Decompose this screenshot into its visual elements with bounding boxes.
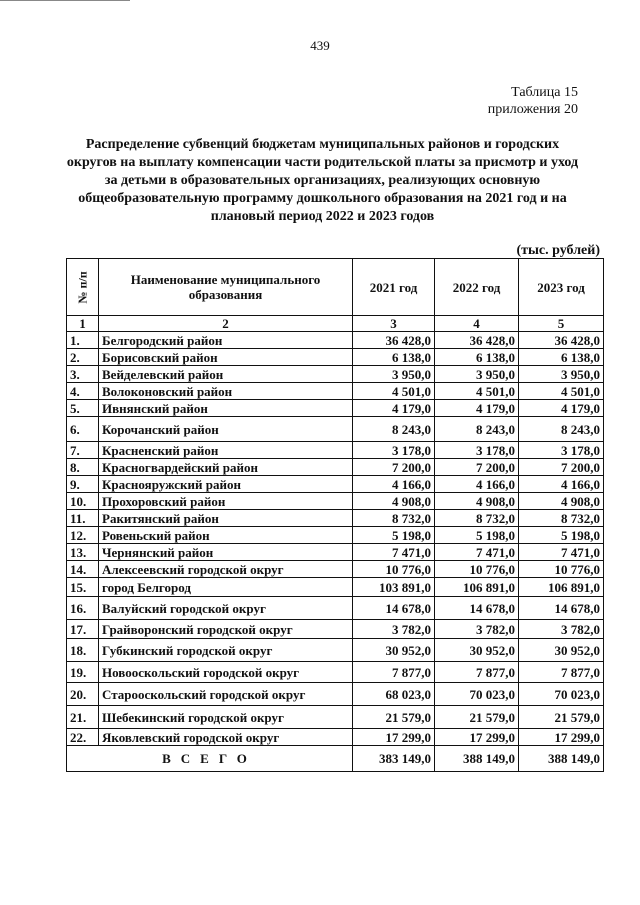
row-value-2022: 17 299,0 [435, 729, 519, 746]
row-number: 7. [67, 442, 99, 459]
row-number: 10. [67, 493, 99, 510]
row-name: Корочанский район [99, 417, 353, 442]
row-value-2022: 4 501,0 [435, 383, 519, 400]
row-value-2021: 4 166,0 [353, 476, 435, 493]
row-value-2023: 4 179,0 [519, 400, 604, 417]
header-2022: 2022 год [435, 259, 519, 316]
row-value-2021: 10 776,0 [353, 561, 435, 578]
row-value-2023: 106 891,0 [519, 578, 604, 597]
row-value-2022: 4 908,0 [435, 493, 519, 510]
table-reference [488, 84, 578, 118]
row-number: 1. [67, 332, 99, 349]
row-value-2023: 3 950,0 [519, 366, 604, 383]
row-value-2021: 3 782,0 [353, 620, 435, 639]
row-number: 14. [67, 561, 99, 578]
appendix-label: приложения 20 [487, 102, 578, 117]
row-number: 21. [67, 706, 99, 729]
row-name: Чернянский район [99, 544, 353, 561]
row-number: 13. [67, 544, 99, 561]
table-row [67, 706, 604, 729]
row-value-2022: 106 891,0 [435, 578, 519, 597]
row-value-2022: 7 877,0 [435, 662, 519, 683]
table-row [67, 493, 604, 510]
row-name: Яковлевский городской округ [99, 729, 353, 746]
total-label: ВСЕГО [67, 746, 353, 772]
row-value-2023: 5 198,0 [519, 527, 604, 544]
row-value-2023: 6 138,0 [519, 349, 604, 366]
top-rule [0, 0, 130, 1]
row-number: 4. [67, 383, 99, 400]
row-name: Волоконовский район [99, 383, 353, 400]
row-value-2022: 3 950,0 [435, 366, 519, 383]
row-value-2023: 70 023,0 [519, 683, 604, 706]
row-value-2021: 7 471,0 [353, 544, 435, 561]
index-cell: 4 [435, 316, 519, 332]
table-row [67, 510, 604, 527]
index-cell: 5 [519, 316, 604, 332]
table-row [67, 476, 604, 493]
header-num-label: № п/п [75, 271, 90, 304]
row-number: 22. [67, 729, 99, 746]
units-label: (тыс. рублей) [516, 243, 600, 258]
document-title: Распределение субвенций бюджетам муниципальных районов и городских округов на выплату компенсации части родительской платы за присмотр и уход за детьми в образовательных организациях, реализующих основную общеобразовательную программу дошкольного образования на 2021 год и на плановый период 2022 и 2023 годов [66, 137, 579, 224]
page-number: 439 [310, 38, 330, 53]
row-value-2021: 30 952,0 [353, 639, 435, 662]
table-row [67, 729, 604, 746]
table-row [67, 332, 604, 349]
row-name: Ровеньский район [99, 527, 353, 544]
row-value-2021: 8 732,0 [353, 510, 435, 527]
row-value-2022: 36 428,0 [435, 332, 519, 349]
row-value-2023: 36 428,0 [519, 332, 604, 349]
row-name: город Белгород [99, 578, 353, 597]
total-row [67, 746, 604, 772]
row-value-2023: 17 299,0 [519, 729, 604, 746]
row-value-2022: 6 138,0 [435, 349, 519, 366]
table-row [67, 400, 604, 417]
index-cell: 1 [67, 316, 99, 332]
index-row [67, 316, 604, 332]
row-number: 8. [67, 459, 99, 476]
row-value-2023: 21 579,0 [519, 706, 604, 729]
row-value-2023: 4 501,0 [519, 383, 604, 400]
row-value-2023: 10 776,0 [519, 561, 604, 578]
row-value-2022: 10 776,0 [435, 561, 519, 578]
row-value-2022: 21 579,0 [435, 706, 519, 729]
row-name: Красненский район [99, 442, 353, 459]
row-value-2021: 7 877,0 [353, 662, 435, 683]
row-value-2021: 103 891,0 [353, 578, 435, 597]
row-value-2023: 3 178,0 [519, 442, 604, 459]
row-value-2021: 68 023,0 [353, 683, 435, 706]
row-value-2021: 3 178,0 [353, 442, 435, 459]
total-2023: 388 149,0 [519, 746, 604, 772]
row-value-2021: 14 678,0 [353, 597, 435, 620]
row-value-2022: 5 198,0 [435, 527, 519, 544]
row-number: 20. [67, 683, 99, 706]
row-value-2022: 4 179,0 [435, 400, 519, 417]
row-value-2021: 17 299,0 [353, 729, 435, 746]
row-value-2021: 21 579,0 [353, 706, 435, 729]
subvention-table [66, 258, 604, 772]
table-row [67, 578, 604, 597]
row-name: Красногвардейский район [99, 459, 353, 476]
table-label: Таблица 15 [511, 85, 578, 100]
row-value-2022: 3 178,0 [435, 442, 519, 459]
row-value-2021: 3 950,0 [353, 366, 435, 383]
header-2021: 2021 год [353, 259, 435, 316]
row-value-2021: 4 179,0 [353, 400, 435, 417]
row-name: Валуйский городской округ [99, 597, 353, 620]
table-row [67, 544, 604, 561]
row-value-2022: 70 023,0 [435, 683, 519, 706]
row-name: Ракитянский район [99, 510, 353, 527]
row-value-2022: 4 166,0 [435, 476, 519, 493]
row-number: 5. [67, 400, 99, 417]
row-value-2021: 36 428,0 [353, 332, 435, 349]
table-row [67, 620, 604, 639]
table-row [67, 527, 604, 544]
row-name: Новооскольский городской округ [99, 662, 353, 683]
row-value-2022: 3 782,0 [435, 620, 519, 639]
row-number: 18. [67, 639, 99, 662]
table-row [67, 639, 604, 662]
table-row [67, 662, 604, 683]
table-body [67, 316, 604, 746]
row-value-2022: 8 243,0 [435, 417, 519, 442]
row-value-2023: 8 732,0 [519, 510, 604, 527]
row-value-2023: 3 782,0 [519, 620, 604, 639]
row-number: 12. [67, 527, 99, 544]
row-number: 16. [67, 597, 99, 620]
row-value-2021: 6 138,0 [353, 349, 435, 366]
row-name: Белгородский район [99, 332, 353, 349]
row-value-2023: 4 166,0 [519, 476, 604, 493]
row-number: 6. [67, 417, 99, 442]
row-value-2021: 7 200,0 [353, 459, 435, 476]
row-value-2021: 8 243,0 [353, 417, 435, 442]
row-name: Шебекинский городской округ [99, 706, 353, 729]
row-value-2021: 5 198,0 [353, 527, 435, 544]
row-number: 9. [67, 476, 99, 493]
row-name: Ивнянский район [99, 400, 353, 417]
table-row [67, 349, 604, 366]
table-row [67, 597, 604, 620]
row-number: 15. [67, 578, 99, 597]
row-value-2022: 14 678,0 [435, 597, 519, 620]
table-row [67, 383, 604, 400]
index-cell: 3 [353, 316, 435, 332]
row-value-2021: 4 908,0 [353, 493, 435, 510]
total-2021: 383 149,0 [353, 746, 435, 772]
index-cell: 2 [99, 316, 353, 332]
table-row [67, 459, 604, 476]
header-num [67, 259, 99, 316]
row-value-2022: 30 952,0 [435, 639, 519, 662]
header-2023: 2023 год [519, 259, 604, 316]
row-value-2023: 8 243,0 [519, 417, 604, 442]
row-value-2022: 8 732,0 [435, 510, 519, 527]
row-name: Алексеевский городской округ [99, 561, 353, 578]
row-value-2023: 7 200,0 [519, 459, 604, 476]
row-number: 19. [67, 662, 99, 683]
row-number: 3. [67, 366, 99, 383]
row-number: 2. [67, 349, 99, 366]
row-name: Краснояружский район [99, 476, 353, 493]
row-value-2023: 7 471,0 [519, 544, 604, 561]
row-name: Губкинский городской округ [99, 639, 353, 662]
row-number: 11. [67, 510, 99, 527]
table-row [67, 417, 604, 442]
table-row [67, 683, 604, 706]
header-name: Наименование муниципального образования [99, 259, 353, 316]
row-name: Прохоровский район [99, 493, 353, 510]
table-row [67, 442, 604, 459]
row-value-2023: 30 952,0 [519, 639, 604, 662]
row-name: Вейделевский район [99, 366, 353, 383]
row-value-2021: 4 501,0 [353, 383, 435, 400]
table-row [67, 366, 604, 383]
row-value-2023: 4 908,0 [519, 493, 604, 510]
row-value-2022: 7 471,0 [435, 544, 519, 561]
row-name: Старооскольский городской округ [99, 683, 353, 706]
row-name: Борисовский район [99, 349, 353, 366]
header-row [67, 259, 604, 316]
table-row [67, 561, 604, 578]
row-value-2023: 14 678,0 [519, 597, 604, 620]
row-value-2022: 7 200,0 [435, 459, 519, 476]
total-2022: 388 149,0 [435, 746, 519, 772]
row-value-2023: 7 877,0 [519, 662, 604, 683]
row-number: 17. [67, 620, 99, 639]
row-name: Грайворонский городской округ [99, 620, 353, 639]
